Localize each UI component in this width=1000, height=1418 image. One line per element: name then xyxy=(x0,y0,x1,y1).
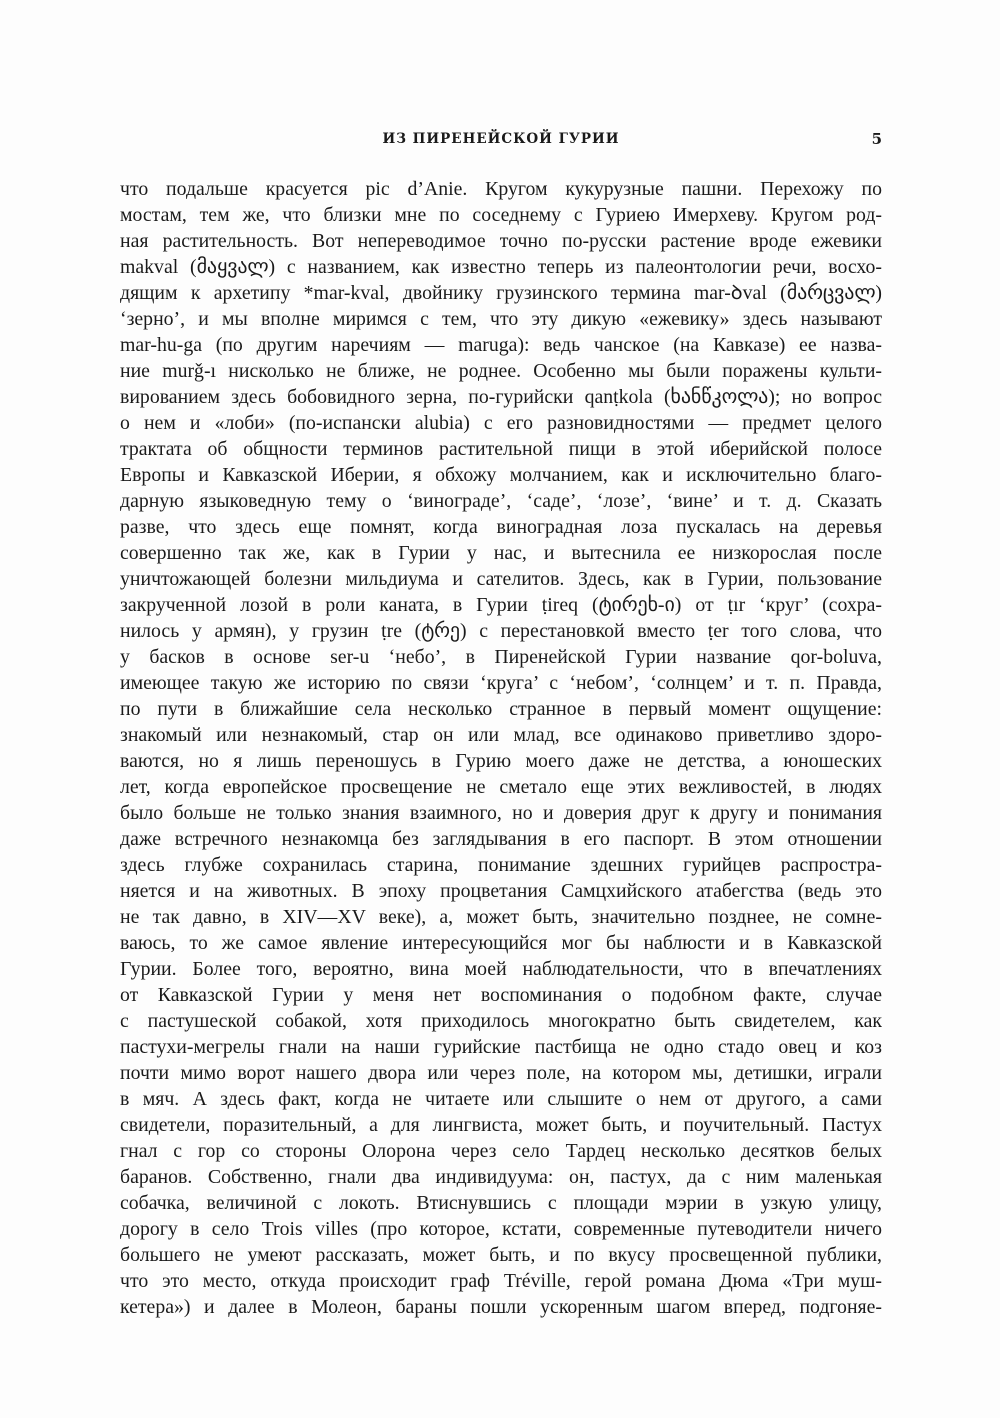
text-line: почти мимо ворот нашего двора или через поле, на котором мы, детишки, играли xyxy=(120,1062,882,1084)
running-title: ИЗ ПИРЕНЕЙСКОЙ ГУРИИ xyxy=(382,131,620,147)
text-line: большего не умеют рассказать, может быть, и по вкусу просвещенной публики, xyxy=(120,1244,882,1266)
text-line: трактата об общности терминов растительной пищи в этой иберийской полосе xyxy=(120,438,882,460)
text-line: ная растительность. Вот непереводимое точно по-русски растение вроде ежевики xyxy=(120,230,882,252)
text-line: собачка, величиной с локоть. Втиснувшись с площади мэрии в узкую улицу, xyxy=(120,1192,882,1214)
text-line: баранов. Собственно, гнали два индивидуума: он, пастух, да с ним маленькая xyxy=(120,1166,882,1188)
text-line: Гурии. Более того, вероятно, вина моей наблюдательности, что в впечатлениях xyxy=(120,958,882,980)
text-line: ние murǧ-ı нисколько не ближе, не роднее. Особенно мы были поражены культи- xyxy=(120,360,882,382)
text-line: с пастушеской собакой, хотя приходилось многократно быть свидетелем, как xyxy=(120,1010,882,1032)
text-line: дящим к архетипу *mar-kval, двойнику грузинского термина mar-ꝺval (მარცვალ) xyxy=(120,282,882,304)
text-line: не так давно, в XIV—XV веке), а, может быть, значительно позднее, не сомне- xyxy=(120,906,882,928)
body-text xyxy=(120,176,882,1336)
text-line: что подальше красуется pic d’Anie. Кругом кукурузные пашни. Перехожу по xyxy=(120,178,882,200)
text-line: гнал с гор со стороны Олорона через село Тардец несколько десятков белых xyxy=(120,1140,882,1162)
text-line: уничтожающей болезни мильдиума и сателитов. Здесь, как в Гурии, пользование xyxy=(120,568,882,590)
text-line: закрученной лозой в роли каната, в Гурии ṭireq (ტირეხ-ი) от ṭır ‘круг’ (сохра- xyxy=(120,594,882,616)
text-line: что это место, откуда происходит граф Tréville, герой романа Дюма «Три муш- xyxy=(120,1270,882,1292)
page-number: 5 xyxy=(871,130,882,148)
text-line: ваюсь, то же самое явление интересующийся мог бы наблюсти и в Кавказской xyxy=(120,932,882,954)
text-line: makval (მაყვალ) с названием, как известно теперь из палеонтологии речи, восхо- xyxy=(120,256,882,278)
text-line: совершенно так же, как в Гурии у нас, и вытеснила ее низкорослая после xyxy=(120,542,882,564)
text-line: свидетели, поразительный, а для лингвиста, может быть, и поучительный. Пастух xyxy=(120,1114,882,1136)
text-line: ‘зерно’, и мы вполне миримся с тем, что эту дикую «ежевику» здесь называют xyxy=(120,308,882,330)
running-head xyxy=(120,127,882,151)
text-line: дарную языковедную тему о ‘винограде’, ‘саде’, ‘лозе’, ‘вине’ и т. д. Сказать xyxy=(120,490,882,512)
text-line: было больше не только знания взаимного, но и доверия друг к другу и понимания xyxy=(120,802,882,824)
text-line: mar-hu-ga (по другим наречиям — maruga): ведь чанское (на Кавказе) ее назва- xyxy=(120,334,882,356)
text-line: знакомый или незнакомый, стар он или млад, все одинаково приветливо здоро- xyxy=(120,724,882,746)
text-line: нилось у армян), у грузин ṭre (ტრე) с перестановкой вместо ṭer того слова, что xyxy=(120,620,882,642)
text-line: мостам, тем же, что близки мне по соседнему с Гуриею Имерхеву. Кругом род- xyxy=(120,204,882,226)
text-line: няется и на животных. В эпоху процветания Самцхийского атабегства (ведь это xyxy=(120,880,882,902)
text-line: кетера») и далее в Молеон, бараны пошли ускоренным шагом вперед, подгоняе- xyxy=(120,1296,882,1318)
text-line: здесь глубже сохранилась старина, понимание здешних гурийцев распростра- xyxy=(120,854,882,876)
text-line: Европы и Кавказской Иберии, я обхожу молчанием, как и исключительно благо- xyxy=(120,464,882,486)
text-line: о нем и «лоби» (по-испански alubia) с его разновидностями — предмет целого xyxy=(120,412,882,434)
text-line: даже встречного незнакомца без заглядывания в его паспорт. В этом отношении xyxy=(120,828,882,850)
text-line: у басков в основе ser-u ‘небо’, в Пиренейской Гурии название qor-boluva, xyxy=(120,646,882,668)
text-line: пастухи-мегрелы гнали на наши гурийские пастбища не одно стадо овец и коз xyxy=(120,1036,882,1058)
text-line: ваются, но я лишь переношусь в Гурию моего даже не детства, а юношеских xyxy=(120,750,882,772)
text-line: имеющее такую же историю по связи ‘круга’ с ‘небом’, ‘солнцем’ и т. п. Правда, xyxy=(120,672,882,694)
text-line: дорогу в село Trois villes (про которое, кстати, современные путеводители ничего xyxy=(120,1218,882,1240)
text-line: разве, что здесь еще помнят, когда виноградная лоза пускалась на деревья xyxy=(120,516,882,538)
text-line: в мяч. А здесь факт, когда не читаете или слышите о нем от другого, а сами xyxy=(120,1088,882,1110)
text-line: от Кавказской Гурии у меня нет воспоминания о подобном факте, случае xyxy=(120,984,882,1006)
text-line: по пути в ближайшие села несколько странное в первый момент ощущение: xyxy=(120,698,882,720)
text-line: вированием здесь бобовидного зерна, по-гурийски qanṭkola (ხანწკოლა); но вопрос xyxy=(120,386,882,408)
text-line: лет, когда европейское просвещение не сметало еще этих вежливостей, в людях xyxy=(120,776,882,798)
